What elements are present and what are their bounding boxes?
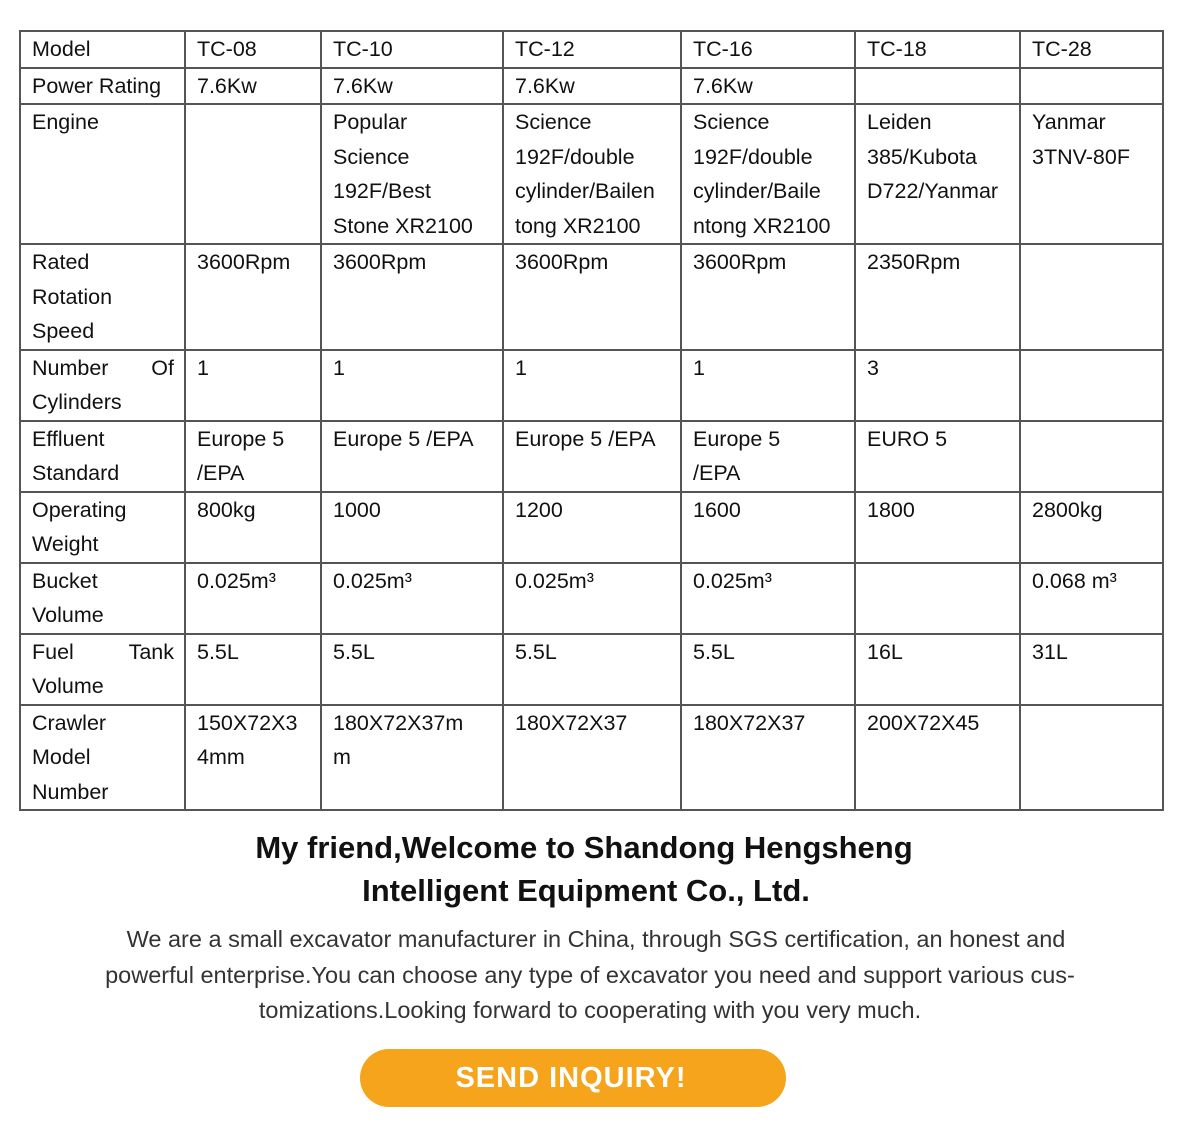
table-row-crawler-model-number	[20, 705, 1163, 811]
table-cell-line: 1800	[867, 497, 915, 522]
header-cell-tc-12: TC-12	[503, 31, 681, 68]
table-cell-line: m	[333, 745, 351, 769]
table-cell-line: 0.025m³	[333, 568, 412, 593]
table-cell-line: 1	[693, 355, 705, 380]
row-label-line: Operating	[32, 497, 127, 522]
table-cell-line: 5.5L	[693, 639, 735, 664]
table-cell-line	[1032, 706, 1162, 741]
table-cell	[321, 492, 503, 563]
table-cell-line: D722/Yanmar	[867, 179, 999, 203]
table-cell-line: EURO 5	[867, 426, 948, 451]
row-label-line: Number	[32, 779, 109, 804]
table-cell	[681, 104, 855, 244]
table-cell	[321, 244, 503, 350]
table-cell	[1020, 68, 1163, 105]
table-cell-line: 5.5L	[197, 639, 239, 664]
table-cell	[503, 68, 681, 105]
table-cell-line: /EPA	[197, 461, 245, 485]
table-cell-line: 5.5L	[515, 639, 557, 664]
table-cell	[503, 421, 681, 492]
table-cell-line: 0.068 m³	[1032, 568, 1117, 593]
row-label-operating-weight	[20, 492, 185, 563]
table-cell	[681, 492, 855, 563]
table-cell-line: 192F/double	[693, 144, 813, 169]
row-label-line: Speed	[32, 319, 95, 343]
table-cell	[185, 563, 321, 634]
table-cell-line: cylinder/Baile	[693, 179, 821, 203]
table-cell-line: 180X72X37	[693, 710, 806, 735]
table-cell-line: Science	[693, 110, 770, 134]
table-cell	[185, 350, 321, 421]
table-cell-line: 1000	[333, 497, 381, 522]
table-cell-line: tong XR2100	[515, 213, 641, 238]
row-label-line: Power Rating	[32, 73, 162, 98]
header-cell-tc-08: TC-08	[185, 31, 321, 68]
table-cell	[1020, 563, 1163, 634]
table-cell-line: Europe 5 /EPA	[515, 426, 656, 451]
row-label-engine	[20, 104, 185, 244]
header-cell-model: Model	[20, 31, 185, 68]
table-cell-line: 800kg	[197, 497, 256, 522]
table-cell	[1020, 244, 1163, 350]
table-cell	[855, 104, 1020, 244]
table-cell	[855, 421, 1020, 492]
table-cell-line: 1200	[515, 497, 563, 522]
row-label-power-rating	[20, 68, 185, 105]
welcome-heading-line: My friend,Welcome to Shandong Hengsheng	[255, 830, 913, 865]
table-cell	[855, 492, 1020, 563]
table-cell	[321, 705, 503, 811]
table-cell-line: 1	[197, 355, 209, 380]
table-cell-line: cylinder/Bailen	[515, 179, 655, 203]
row-label-line: Number Of	[32, 355, 174, 380]
row-label-effluent-standard	[20, 421, 185, 492]
table-cell-line: 180X72X37	[515, 710, 628, 735]
table-cell-line	[1032, 351, 1162, 386]
table-cell	[681, 68, 855, 105]
row-label-fuel-tank-volume	[20, 634, 185, 705]
row-label-line: Weight	[32, 532, 99, 556]
table-cell-line: 5.5L	[333, 639, 375, 664]
row-label-crawler-model-number	[20, 705, 185, 811]
send-inquiry-button[interactable]: SEND INQUIRY!	[360, 1049, 786, 1107]
table-cell	[503, 563, 681, 634]
header-cell-tc-28: TC-28	[1020, 31, 1163, 68]
header-cell-tc-16: TC-16	[681, 31, 855, 68]
table-cell-line: 192F/double	[515, 144, 635, 169]
table-cell	[503, 350, 681, 421]
table-header-row	[20, 31, 1163, 68]
table-cell-line: 2800kg	[1032, 497, 1103, 522]
table-cell-line: Science	[515, 110, 592, 134]
table-cell-line: Science	[333, 144, 410, 169]
table-cell	[855, 350, 1020, 421]
table-cell	[321, 421, 503, 492]
table-cell	[681, 634, 855, 705]
table-cell	[1020, 492, 1163, 563]
company-intro-line: We are a small excavator manufacturer in China, through SGS certification, an honest and	[126, 926, 1066, 952]
table-cell-line	[1032, 69, 1162, 104]
table-cell	[503, 244, 681, 350]
table-cell-line: 1	[333, 355, 345, 380]
table-cell	[185, 421, 321, 492]
table-cell-line: Yanmar	[1032, 110, 1106, 134]
table-cell-line	[1032, 245, 1162, 280]
table-cell-line: 180X72X37m	[333, 710, 464, 735]
table-cell	[681, 350, 855, 421]
table-cell	[321, 68, 503, 105]
table-cell-line: 385/Kubota	[867, 144, 977, 169]
table-cell	[855, 244, 1020, 350]
table-cell-line: /EPA	[693, 461, 741, 485]
table-row-fuel-tank-volume	[20, 634, 1163, 705]
table-cell-line: 7.6Kw	[515, 73, 575, 98]
table-cell	[185, 492, 321, 563]
spec-table-body	[20, 31, 1163, 810]
table-row-effluent-standard	[20, 421, 1163, 492]
table-cell-line: 3	[867, 355, 879, 380]
table-cell	[855, 563, 1020, 634]
table-cell	[1020, 350, 1163, 421]
row-label-line: Volume	[32, 603, 104, 627]
table-cell-line: 3600Rpm	[693, 250, 787, 274]
table-row-number-of-cylinders	[20, 350, 1163, 421]
table-cell	[185, 104, 321, 244]
table-cell-line: 1600	[693, 497, 741, 522]
table-cell-line: 0.025m³	[515, 568, 594, 593]
table-cell	[321, 350, 503, 421]
table-cell-line: Europe 5 /EPA	[333, 426, 474, 451]
table-row-engine	[20, 104, 1163, 244]
row-label-line: Model	[32, 745, 91, 769]
table-cell-line	[197, 105, 320, 140]
row-label-line: Fuel Tank	[32, 639, 174, 664]
table-cell-line: 7.6Kw	[333, 73, 393, 98]
row-label-line: Rated	[32, 250, 90, 274]
table-cell	[681, 244, 855, 350]
table-cell-line: 4mm	[197, 745, 245, 769]
welcome-heading-line: Intelligent Equipment Co., Ltd.	[362, 873, 810, 908]
header-cell-tc-18: TC-18	[855, 31, 1020, 68]
table-cell-line: 3600Rpm	[333, 250, 427, 274]
spec-table	[19, 30, 1164, 811]
table-cell-line: 0.025m³	[197, 568, 276, 593]
table-cell-line: 7.6Kw	[197, 73, 257, 98]
table-cell	[321, 104, 503, 244]
table-cell-line	[867, 69, 1019, 104]
row-label-rated-rotation-speed	[20, 244, 185, 350]
row-label-line: Crawler	[32, 710, 107, 735]
table-cell-line: 16L	[867, 639, 903, 664]
company-intro-line: powerful enterprise.You can choose any type of excavator you need and support various cus-	[105, 961, 1075, 988]
table-cell	[321, 634, 503, 705]
row-label-line: Cylinders	[32, 390, 122, 414]
header-cell-tc-10: TC-10	[321, 31, 503, 68]
table-cell-line: 150X72X3	[197, 710, 298, 735]
table-cell	[855, 634, 1020, 705]
table-cell	[185, 68, 321, 105]
row-label-line: Rotation	[32, 284, 113, 309]
table-cell-line	[867, 564, 1019, 599]
table-cell-line: 192F/Best	[333, 179, 431, 203]
row-label-line: Bucket	[32, 568, 98, 593]
table-cell	[321, 563, 503, 634]
table-cell-line: 200X72X45	[867, 710, 980, 735]
table-cell	[681, 563, 855, 634]
table-row-bucket-volume	[20, 563, 1163, 634]
table-cell	[185, 244, 321, 350]
table-cell-line: Europe 5	[197, 426, 285, 451]
table-cell-line: 7.6Kw	[693, 73, 753, 98]
table-cell-line: 2350Rpm	[867, 250, 961, 274]
table-cell-line: 3600Rpm	[197, 250, 291, 274]
table-cell	[1020, 104, 1163, 244]
table-cell-line: Europe 5	[693, 426, 781, 451]
table-cell-line: Popular	[333, 110, 408, 134]
row-label-line: Volume	[32, 674, 104, 698]
table-row-operating-weight	[20, 492, 1163, 563]
table-row-rated-rotation-speed	[20, 244, 1163, 350]
row-label-bucket-volume	[20, 563, 185, 634]
table-cell-line: Stone XR2100	[333, 213, 473, 238]
row-label-line: Standard	[32, 461, 120, 485]
table-cell-line	[1032, 422, 1162, 457]
table-cell	[855, 705, 1020, 811]
table-cell	[503, 492, 681, 563]
table-cell	[185, 705, 321, 811]
table-cell	[503, 705, 681, 811]
row-label-line: Effluent	[32, 426, 105, 451]
table-cell-line: 0.025m³	[693, 568, 772, 593]
table-row-power-rating	[20, 68, 1163, 105]
table-cell	[1020, 634, 1163, 705]
table-cell	[185, 634, 321, 705]
table-cell	[681, 421, 855, 492]
table-cell-line: 3600Rpm	[515, 250, 609, 274]
table-cell	[503, 634, 681, 705]
table-cell	[855, 68, 1020, 105]
row-label-number-of-cylinders	[20, 350, 185, 421]
table-cell-line: 1	[515, 355, 527, 380]
company-intro-line: tomizations.Looking forward to cooperating with you very much.	[258, 997, 922, 1023]
row-label-line: Engine	[32, 110, 99, 134]
table-cell	[1020, 705, 1163, 811]
table-cell-line: ntong XR2100	[693, 213, 831, 238]
table-cell	[681, 705, 855, 811]
table-cell-line: 31L	[1032, 639, 1068, 664]
welcome-heading	[0, 826, 1180, 912]
table-cell-line: Leiden	[867, 110, 932, 134]
table-cell	[503, 104, 681, 244]
table-cell	[1020, 421, 1163, 492]
company-intro	[20, 922, 1160, 1029]
table-cell-line: 3TNV-80F	[1032, 144, 1130, 169]
